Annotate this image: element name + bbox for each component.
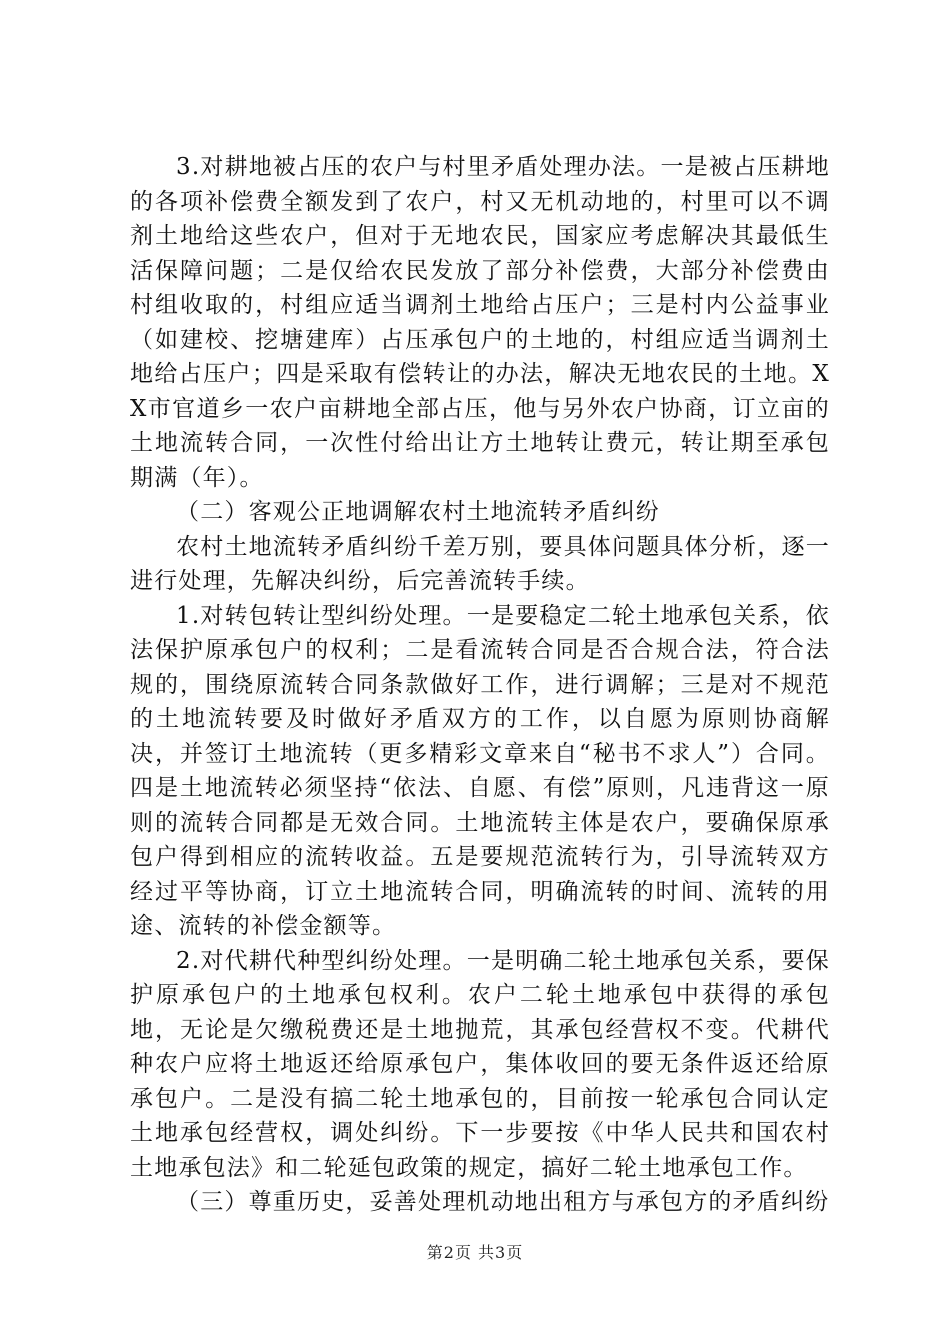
paragraph-proxy-farming-disputes: 2.对代耕代种型纠纷处理。一是明确二轮土地承包关系，要保护原承包户的土地承包权利。农户二轮土地承包中获得的承包地，无论是欠缴税费还是土地抛荒，其承包经营权不变。代耕代种农户应将土地返还给原承包户，集体收回的要无条件返还给原承包户。二是没有搞二轮土地承包的，目前按一轮承包合同认定土地承包经营权，调处纠纷。下一步要按《中华人民共和国农村土地承包法》和二轮延包政策的规定，搞好二轮土地承包工作。 [130, 947, 830, 1181]
paragraph-occupied-farmland: 3.对耕地被占压的农户与村里矛盾处理办法。一是被占压耕地的各项补偿费全额发到了农户，村又无机动地的，村里可以不调剂土地给这些农户，但对于无地农民，国家应考虑解决其最低生活保障问题；二是仅给农民发放了部分补偿费，大部分补偿费由村组收取的，村组应适当调剂土地给占压户；三是村内公益事业（如建校、挖塘建库）占压承包户的土地的，村组应适当调剂土地给占压户；四是采取有偿转让的办法，解决无地农民的土地。XX市官道乡一农户亩耕地全部占压，他与另外农户协商，订立亩的土地流转合同，一次性付给出让方土地转让费元，转让期至承包期满（年）。 [130, 154, 830, 491]
page-number-footer: 第2页 共3页 [426, 1243, 524, 1262]
paragraph-mediation-intro: 农村土地流转矛盾纠纷千差万别，要具体问题具体分析，逐一进行处理，先解决纠纷，后完善流转手续。 [130, 533, 830, 594]
paragraph-subcontract-disputes: 1.对转包转让型纠纷处理。一是要稳定二轮土地承包关系，依法保护原承包户的权利；二是看流转合同是否合规合法，符合法规的，围绕原流转合同条款做好工作，进行调解；三是对不规范的土地流转要及时做好矛盾双方的工作，以自愿为原则协商解决，并签订土地流转（更多精彩文章来自“秘书不求人”）合同。四是土地流转必须坚持“依法、自愿、有偿”原则，凡违背这一原则的流转合同都是无效合同。土地流转主体是农户，要确保原承包户得到相应的流转收益。五是要规范流转行为，引导流转双方经过平等协商，订立土地流转合同，明确流转的时间、流转的用途、流转的补偿金额等。 [130, 602, 830, 939]
section-heading-history: （三）尊重历史，妥善处理机动地出租方与承包方的矛盾纠纷 [176, 1189, 830, 1215]
section-heading-mediation: （二）客观公正地调解农村土地流转矛盾纠纷 [176, 499, 660, 525]
document-body [130, 150, 830, 1220]
